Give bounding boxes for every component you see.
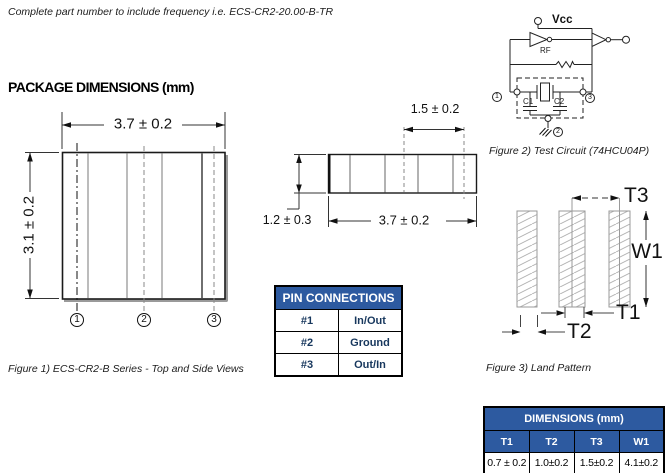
terminal-1 <box>514 89 520 95</box>
table-row <box>484 453 664 473</box>
table-row <box>275 354 402 377</box>
rf-label: RF <box>540 46 551 55</box>
circuit-pin-1-marker: 1 <box>492 92 502 102</box>
t1-label: T1 <box>616 301 641 324</box>
t3-label: T3 <box>624 184 649 207</box>
dim-value: 0.7 ± 0.2 <box>484 453 529 473</box>
side-view-pitch-dim: 1.5 ± 0.2 <box>410 102 460 116</box>
inverter-2-bubble <box>606 38 610 42</box>
inverter-1-bubble <box>547 37 551 41</box>
circuit-pin-2-marker: 2 <box>553 127 563 137</box>
figure3-caption: Figure 3) Land Pattern <box>486 362 592 374</box>
dim-header: T1 <box>484 431 529 453</box>
top-view-height-dim: 3.1 ± 0.2 <box>20 195 38 255</box>
test-circuit-drawing <box>510 18 630 137</box>
pin-connections-table <box>274 285 403 377</box>
table-row <box>275 310 402 332</box>
table-header-row <box>484 431 664 453</box>
side-view-thickness-dim: 1.2 ± 0.3 <box>262 213 312 227</box>
page-title: PACKAGE DIMENSIONS (mm) <box>8 79 194 95</box>
dim-header: T2 <box>529 431 574 453</box>
pin-function: Ground <box>339 332 403 354</box>
t2-label: T2 <box>567 320 592 343</box>
dimensions-table <box>483 406 665 473</box>
inverter-1 <box>530 33 547 47</box>
c2-label: C2 <box>554 97 565 106</box>
t1-dimension <box>541 307 614 318</box>
c1-label: C1 <box>523 97 534 106</box>
pin-table-title: PIN CONNECTIONS <box>275 286 402 310</box>
vcc-terminal <box>535 18 542 25</box>
terminal-2 <box>545 116 551 122</box>
dim-table-title: DIMENSIONS (mm) <box>484 407 664 431</box>
feedback-resistor <box>510 62 592 68</box>
top-view-width-dim: 3.7 ± 0.2 <box>113 115 173 133</box>
pin-1-marker: 1 <box>70 313 84 327</box>
part-number-note: Complete part number to include frequency i.e. ECS-CR2-20.00-B-TR <box>8 6 334 18</box>
output-terminal <box>623 36 630 43</box>
t2-dimension <box>502 315 565 332</box>
dim-value: 1.5±0.2 <box>574 453 619 473</box>
pin-number: #2 <box>275 332 339 354</box>
pin-function: In/Out <box>339 310 403 332</box>
table-row <box>275 332 402 354</box>
pin-number: #3 <box>275 354 339 377</box>
pin-2-marker: 2 <box>137 313 151 327</box>
ground-icon <box>540 128 552 137</box>
top-view-drawing <box>25 112 228 312</box>
vcc-label: Vcc <box>552 14 573 26</box>
pin-function: Out/In <box>339 354 403 377</box>
w1-label: W1 <box>631 240 663 263</box>
dim-header: W1 <box>619 431 664 453</box>
dim-value: 1.0±0.2 <box>529 453 574 473</box>
figure2-caption: Figure 2) Test Circuit (74HCU04P) <box>489 145 650 157</box>
dim-header: T3 <box>574 431 619 453</box>
inverter-2 <box>592 33 606 47</box>
pin-3-marker: 3 <box>207 313 221 327</box>
figure1-caption: Figure 1) ECS-CR2-B Series - Top and Side Views <box>8 363 244 375</box>
side-view-width-dim: 3.7 ± 0.2 <box>378 212 430 228</box>
pin-number: #1 <box>275 310 339 332</box>
thickness-dimension <box>287 155 326 210</box>
circuit-pin-3-marker: 3 <box>585 93 595 103</box>
dim-value: 4.1±0.2 <box>619 453 664 473</box>
pad-1 <box>517 211 537 307</box>
